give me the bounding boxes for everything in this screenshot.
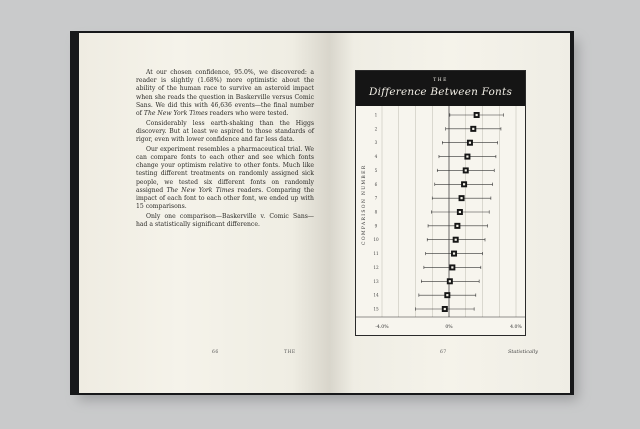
comparison-number-label: 9: [374, 223, 378, 229]
estimate-marker-center: [451, 266, 453, 268]
chart-title: Difference Between Fonts: [368, 86, 513, 98]
comparison-number-label: 14: [373, 292, 379, 298]
paragraph-4: Only one comparison—Baskerville v. Comic Sans—had a statistically significant difference.: [136, 212, 314, 229]
y-axis-label: COMPARISON NUMBER: [362, 164, 367, 245]
estimate-marker-center: [463, 183, 465, 185]
estimate-marker-center: [453, 252, 455, 254]
left-page-body: [136, 69, 314, 231]
comparison-number-label: 13: [373, 278, 379, 284]
estimate-marker-center: [469, 142, 471, 144]
right-folio: 67: [440, 350, 447, 355]
paragraph-1: At our chosen confidence, 95.0%, we discovered: a reader is slightly (1.68%) more optimistic about the ability of the human race to survive an asteroid impact when she reads the question in Baskerville versus Comic Sans. We did this with 46,636 events—the final number of The New York Times readers who were tested.: [136, 69, 314, 118]
left-folio: 66: [212, 350, 219, 355]
comparison-number-label: 15: [373, 306, 379, 312]
x-tick-label: 4.0%: [510, 325, 522, 330]
paragraph-3: Our experiment resembles a pharmaceutical trial. We can compare fonts to each other and see which fonts change your optimism relative to other fonts. Much like testing different treatments on randomly assigned sick people, we tested six different fonts on randomly assigned The New York Times readers. Comparing the impact of each font to each other font, we ended up with 15 comparisons.: [136, 145, 314, 211]
comparison-number-label: 3: [374, 140, 378, 146]
estimate-marker-center: [465, 169, 467, 171]
comparison-number-label: 5: [374, 167, 378, 173]
left-running-head: THE: [284, 350, 296, 355]
chart-plot: [356, 106, 525, 335]
estimate-marker-center: [449, 280, 451, 282]
x-tick-label: 0%: [445, 325, 453, 330]
chart-header: [356, 71, 525, 106]
right-running-head: Statistically: [508, 349, 539, 355]
estimate-marker-center: [444, 308, 446, 310]
comparison-number-label: 2: [374, 126, 378, 132]
estimate-marker-center: [460, 197, 462, 199]
comparison-number-label: 10: [373, 237, 379, 243]
comparison-number-label: 11: [373, 251, 379, 257]
estimate-marker-center: [455, 239, 457, 241]
font-difference-chart: [355, 70, 526, 336]
comparison-number-label: 4: [374, 154, 378, 160]
comparison-number-label: 8: [374, 209, 378, 215]
estimate-marker-center: [472, 128, 474, 130]
comparison-number-label: 12: [373, 264, 379, 270]
paragraph-2: Considerably less earth-shaking than the Higgs discovery. But at least we aspired to those standards of rigor, even with lower confidence and far less data.: [136, 119, 314, 144]
estimate-marker-center: [456, 225, 458, 227]
estimate-marker-center: [466, 155, 468, 157]
estimate-marker-center: [459, 211, 461, 213]
comparison-number-label: 1: [374, 112, 378, 118]
chart-title-small: THE: [433, 78, 448, 83]
x-tick-label: -4.0%: [375, 325, 389, 330]
estimate-marker-center: [446, 294, 448, 296]
comparison-number-label: 6: [374, 181, 378, 187]
estimate-marker-center: [476, 114, 478, 116]
comparison-number-label: 7: [374, 195, 378, 201]
